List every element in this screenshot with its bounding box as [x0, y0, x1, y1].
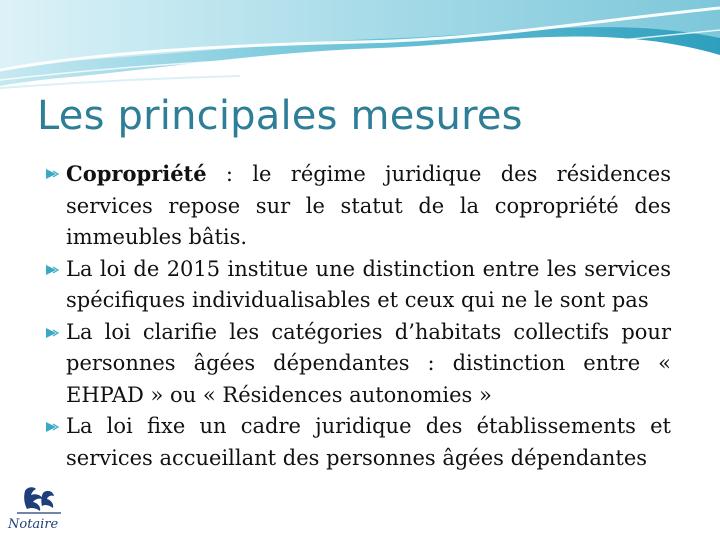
- arrow-bullet-icon: [44, 411, 64, 442]
- bullet-term: Copropriété: [66, 161, 207, 186]
- bullet-text: La loi clarifie les catégories d’habitats collectifs pour personnes âgées dépendantes : distinction entre « EHPAD » ou « Résidences autonomies »: [66, 319, 671, 407]
- arrow-bullet-icon: [44, 254, 64, 285]
- arrow-bullet-icon: [44, 317, 64, 348]
- bullet-item: [46, 254, 671, 317]
- bullet-list: [46, 158, 671, 474]
- bullet-text: La loi fixe un cadre juridique des établissements et services accueillant des personnes âgées dépendantes: [66, 414, 671, 470]
- bullet-item: [46, 317, 671, 412]
- bullet-text: : le régime juridique des résidences services repose sur le statut de la copropriété des immeubles bâtis.: [66, 162, 671, 249]
- notaire-logo: [3, 483, 75, 540]
- notaire-logo-icon: [3, 483, 75, 519]
- wave-header-decoration: [0, 0, 720, 95]
- bullet-item: [46, 411, 671, 474]
- slide-title: Les principales mesures: [37, 93, 523, 139]
- bullet-item: [46, 158, 671, 254]
- bullet-text: La loi de 2015 institue une distinction entre les services spécifiques individualisables et ceux qui ne le sont pas: [66, 256, 671, 312]
- arrow-bullet-icon: [44, 158, 64, 189]
- logo-text: Notaire: [8, 517, 59, 532]
